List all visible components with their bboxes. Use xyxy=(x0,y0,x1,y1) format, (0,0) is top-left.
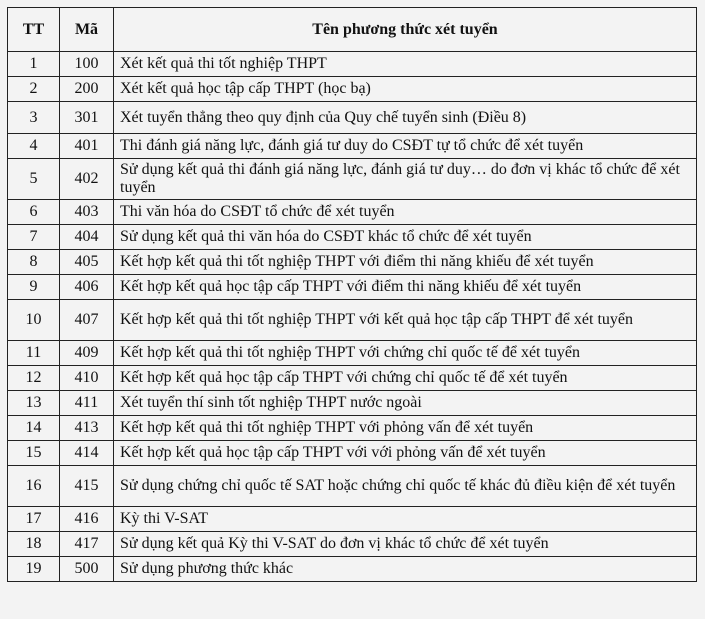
cell-ma: 401 xyxy=(60,134,114,159)
table-row xyxy=(8,341,697,366)
table-row xyxy=(8,466,697,507)
cell-name: Sử dụng kết quả thi văn hóa do CSĐT khác tổ chức để xét tuyển xyxy=(114,225,697,250)
table-row xyxy=(8,275,697,300)
cell-ma: 402 xyxy=(60,159,114,200)
cell-ma: 100 xyxy=(60,52,114,77)
cell-tt: 15 xyxy=(8,441,60,466)
cell-ma: 406 xyxy=(60,275,114,300)
admission-methods-table-container xyxy=(7,7,697,582)
table-row xyxy=(8,225,697,250)
cell-ma: 301 xyxy=(60,102,114,134)
cell-name: Kết hợp kết quả học tập cấp THPT với với phỏng vấn để xét tuyển xyxy=(114,441,697,466)
cell-ma: 403 xyxy=(60,200,114,225)
cell-ma: 405 xyxy=(60,250,114,275)
cell-tt: 6 xyxy=(8,200,60,225)
cell-tt: 18 xyxy=(8,532,60,557)
table-row xyxy=(8,557,697,582)
table-row xyxy=(8,102,697,134)
cell-tt: 16 xyxy=(8,466,60,507)
table-row xyxy=(8,366,697,391)
cell-name: Kết hợp kết quả học tập cấp THPT với chứng chỉ quốc tế để xét tuyển xyxy=(114,366,697,391)
cell-tt: 19 xyxy=(8,557,60,582)
cell-name: Kết hợp kết quả học tập cấp THPT với điểm thi năng khiếu để xét tuyển xyxy=(114,275,697,300)
cell-tt: 2 xyxy=(8,77,60,102)
table-row xyxy=(8,416,697,441)
cell-ma: 410 xyxy=(60,366,114,391)
cell-name: Sử dụng phương thức khác xyxy=(114,557,697,582)
header-tt: TT xyxy=(8,8,60,52)
cell-ma: 416 xyxy=(60,507,114,532)
table-row xyxy=(8,532,697,557)
table-header-row xyxy=(8,8,697,52)
cell-ma: 411 xyxy=(60,391,114,416)
cell-name: Thi văn hóa do CSĐT tổ chức để xét tuyển xyxy=(114,200,697,225)
cell-name: Thi đánh giá năng lực, đánh giá tư duy do CSĐT tự tổ chức để xét tuyển xyxy=(114,134,697,159)
table-row xyxy=(8,391,697,416)
cell-name: Kết hợp kết quả thi tốt nghiệp THPT với kết quả học tập cấp THPT để xét tuyển xyxy=(114,300,697,341)
cell-tt: 14 xyxy=(8,416,60,441)
cell-tt: 17 xyxy=(8,507,60,532)
table-row xyxy=(8,200,697,225)
cell-ma: 500 xyxy=(60,557,114,582)
cell-name: Kết hợp kết quả thi tốt nghiệp THPT với chứng chỉ quốc tế để xét tuyển xyxy=(114,341,697,366)
cell-tt: 11 xyxy=(8,341,60,366)
cell-name: Xét kết quả học tập cấp THPT (học bạ) xyxy=(114,77,697,102)
cell-ma: 404 xyxy=(60,225,114,250)
header-ma: Mã xyxy=(60,8,114,52)
admission-methods-table xyxy=(7,7,697,582)
cell-tt: 3 xyxy=(8,102,60,134)
cell-ma: 414 xyxy=(60,441,114,466)
cell-ma: 415 xyxy=(60,466,114,507)
cell-tt: 10 xyxy=(8,300,60,341)
table-row xyxy=(8,77,697,102)
table-row xyxy=(8,507,697,532)
cell-tt: 5 xyxy=(8,159,60,200)
cell-name: Kết hợp kết quả thi tốt nghiệp THPT với điểm thi năng khiếu để xét tuyển xyxy=(114,250,697,275)
cell-tt: 7 xyxy=(8,225,60,250)
cell-ma: 413 xyxy=(60,416,114,441)
table-row xyxy=(8,159,697,200)
table-row xyxy=(8,300,697,341)
cell-ma: 200 xyxy=(60,77,114,102)
cell-ma: 409 xyxy=(60,341,114,366)
cell-ma: 417 xyxy=(60,532,114,557)
cell-tt: 13 xyxy=(8,391,60,416)
cell-tt: 4 xyxy=(8,134,60,159)
cell-name: Kỳ thi V-SAT xyxy=(114,507,697,532)
header-ten-phuong-thuc: Tên phương thức xét tuyển xyxy=(114,8,697,52)
cell-name: Sử dụng kết quả Kỳ thi V-SAT do đơn vị khác tổ chức để xét tuyển xyxy=(114,532,697,557)
cell-name: Sử dụng chứng chỉ quốc tế SAT hoặc chứng chỉ quốc tế khác đủ điều kiện để xét tuyển xyxy=(114,466,697,507)
cell-name: Xét tuyển thẳng theo quy định của Quy chế tuyển sinh (Điều 8) xyxy=(114,102,697,134)
cell-name: Xét kết quả thi tốt nghiệp THPT xyxy=(114,52,697,77)
cell-ma: 407 xyxy=(60,300,114,341)
cell-name: Sử dụng kết quả thi đánh giá năng lực, đánh giá tư duy… do đơn vị khác tổ chức để xét tuyển xyxy=(114,159,697,200)
cell-name: Kết hợp kết quả thi tốt nghiệp THPT với phỏng vấn để xét tuyển xyxy=(114,416,697,441)
cell-tt: 9 xyxy=(8,275,60,300)
cell-tt: 1 xyxy=(8,52,60,77)
table-row xyxy=(8,441,697,466)
cell-name: Xét tuyển thí sinh tốt nghiệp THPT nước ngoài xyxy=(114,391,697,416)
cell-tt: 12 xyxy=(8,366,60,391)
table-row xyxy=(8,52,697,77)
table-row xyxy=(8,134,697,159)
cell-tt: 8 xyxy=(8,250,60,275)
table-row xyxy=(8,250,697,275)
